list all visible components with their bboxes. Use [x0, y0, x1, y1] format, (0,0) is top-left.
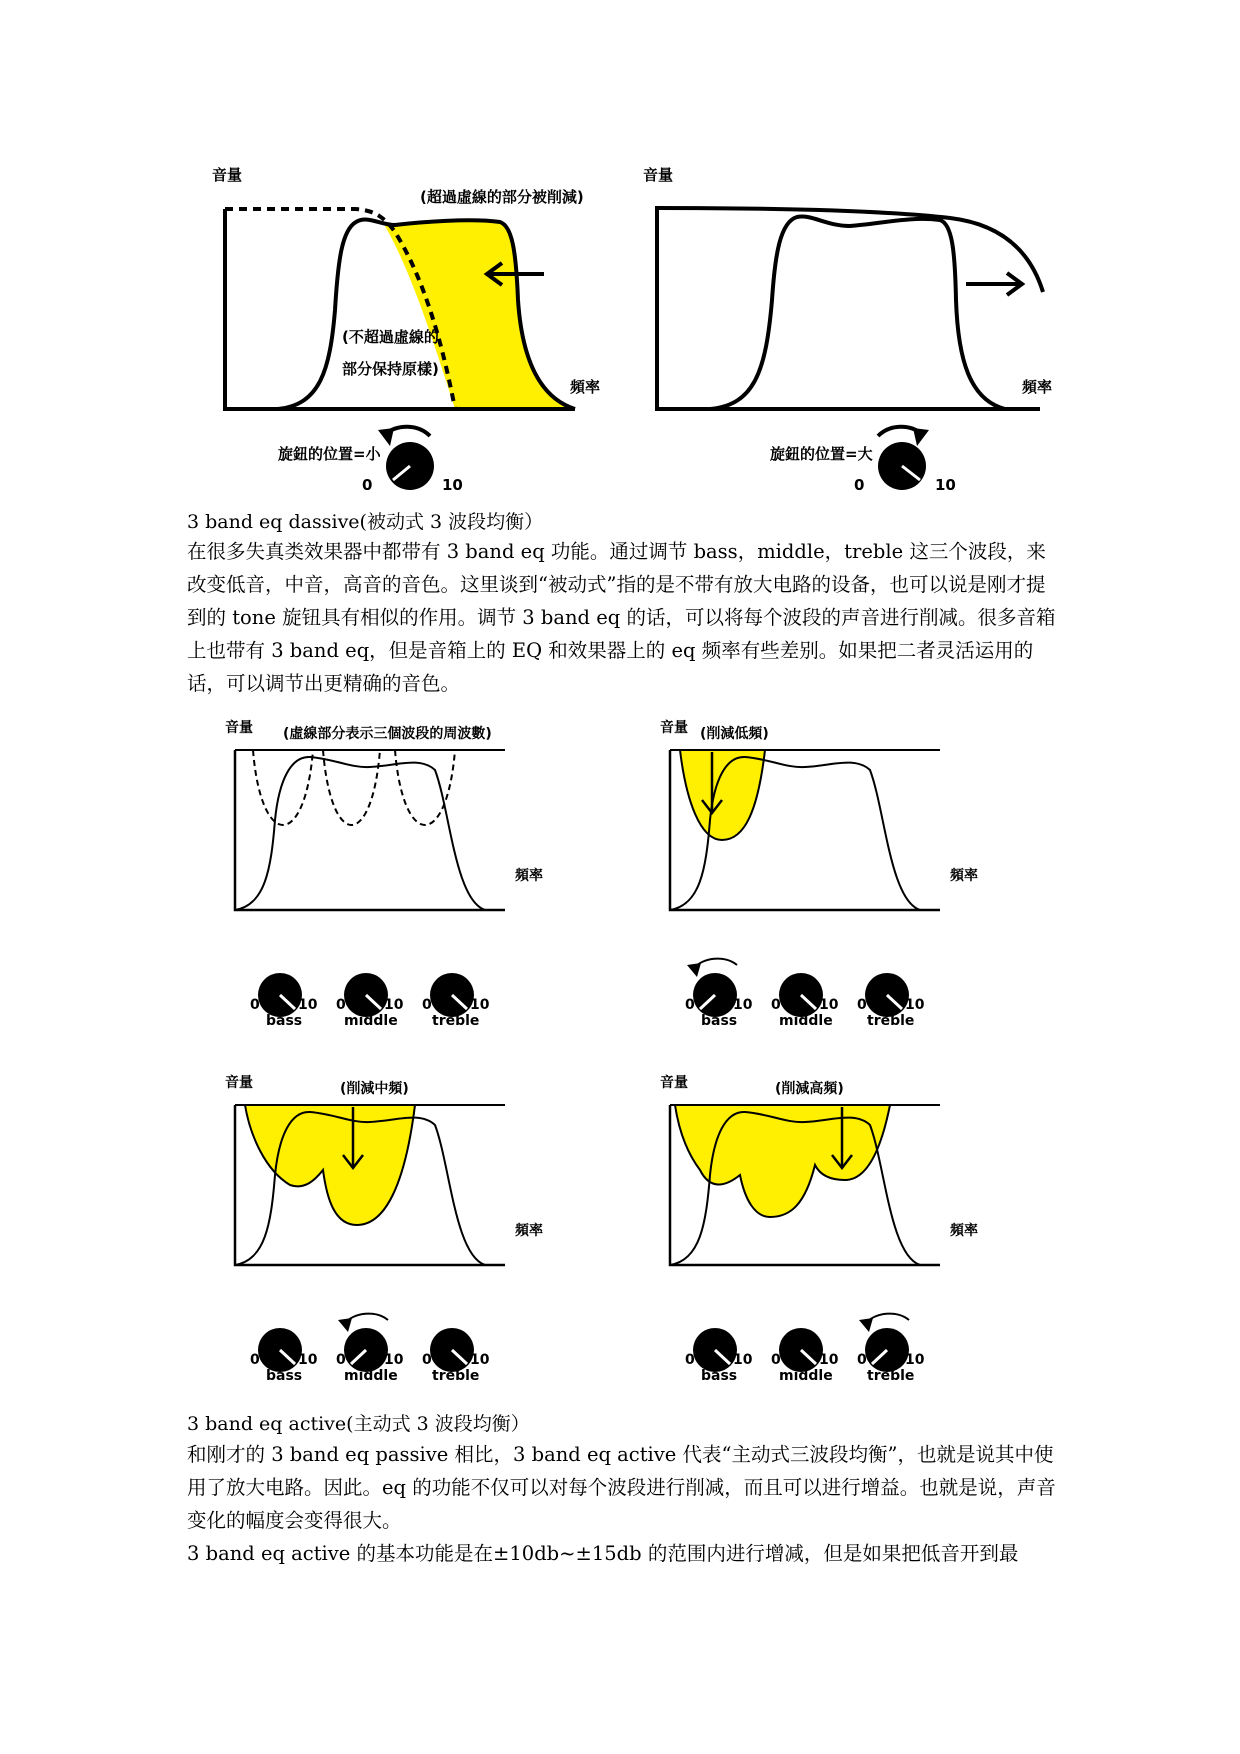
x-axis-label: 頻率 [1022, 378, 1053, 396]
knob-min-label: 0 [362, 476, 373, 494]
eq-panel-2 [660, 719, 978, 1029]
knob-middle [771, 973, 839, 1029]
passive-heading: 3 band eq dassive(被动式 3 波段均衡） [187, 511, 544, 533]
active-paragraph-1: 和刚才的 3 band eq passive 相比，3 band eq active 代表“主动式三波段均衡”，也就是说其中使用了放大电路。因此。eq 的功能不仅可以对每个波段进行削减，而且可以进行增益。也就是说，声音变化的幅度会变得很大。 [187, 1443, 1056, 1532]
cut-area [245, 1105, 415, 1225]
knob-middle [336, 973, 404, 1029]
knob-treble [422, 973, 490, 1029]
knob-min-label: 0 [857, 997, 867, 1013]
knob-max-label: 10 [733, 997, 753, 1013]
panel-note: (虛線部分表示三個波段的周波數) [283, 726, 492, 742]
cutoff-line [657, 208, 1043, 292]
eq-figure [0, 700, 1240, 1384]
knob-label: middle [344, 1013, 398, 1029]
knob-min-label: 0 [336, 1352, 346, 1368]
knob-max-label: 10 [298, 997, 318, 1013]
knob-caption: 旋鈕的位置=大 [770, 445, 873, 463]
knob-max-label: 10 [819, 997, 839, 1013]
eq-panel-4 [660, 1074, 978, 1384]
panel-note: (削減低頻) [700, 726, 769, 742]
knob-caption: 旋鈕的位置=小 [278, 445, 381, 463]
knob-middle [771, 1328, 839, 1384]
x-axis-label: 頻率 [515, 1223, 543, 1239]
knob-bass [685, 959, 753, 1029]
tone-small-panel [212, 166, 600, 494]
knob-bass [685, 1328, 753, 1384]
cut-note: (超過虛線的部分被削減) [420, 188, 584, 206]
knob-label: treble [867, 1368, 915, 1384]
keep-note-line2: 部分保持原樣) [342, 360, 439, 378]
knob-label: bass [701, 1013, 738, 1029]
knob-bass [250, 973, 318, 1029]
knob-label: bass [266, 1368, 303, 1384]
keep-note-line1: (不超過虛線的 [342, 328, 439, 346]
knob-max-label: 10 [733, 1352, 753, 1368]
x-axis-label: 頻率 [950, 868, 978, 884]
panel-note: (削減高頻) [775, 1081, 844, 1097]
passive-paragraph: 在很多失真类效果器中都带有 3 band eq 功能。通过调节 bass，middle，treble 这三个波段，来改变低音，中音，高音的音色。这里谈到“被动式”指的是不带有放大电路的设备，也可以说是刚才提到的 tone 旋钮具有相似的作用。调节 3 band eq 的话，可以将每个波段的声音进行削减。很多音箱上也带有 3 band eq，但是音箱上的 EQ 和效果器上的 eq 频率有些差别。如果把二者灵活运用的话，可以调节出更精确的音色。 [187, 540, 1056, 695]
x-axis-label: 頻率 [515, 868, 543, 884]
knob-label: treble [867, 1013, 915, 1029]
tone-large-panel [643, 166, 1052, 494]
band-curve-1 [253, 750, 313, 825]
knob-max-label: 10 [905, 1352, 925, 1368]
knob-max-label: 10 [819, 1352, 839, 1368]
active-paragraph-2: 3 band eq active 的基本功能是在±10db~±15db 的范围内进行增减，但是如果把低音开到最 [187, 1542, 1019, 1565]
knob-max-label: 10 [470, 997, 490, 1013]
knob-min-label: 0 [685, 1352, 695, 1368]
response-curve [235, 757, 485, 910]
knob-min-label: 0 [685, 997, 695, 1013]
knob-min-label: 0 [771, 997, 781, 1013]
active-heading: 3 band eq active(主动式 3 波段均衡） [187, 1413, 530, 1435]
knob-max-label: 10 [442, 476, 463, 494]
eq-panel-1 [225, 719, 543, 1029]
knob-min-label: 0 [336, 997, 346, 1013]
knob-min-label: 0 [250, 997, 260, 1013]
knob-max-label: 10 [470, 1352, 490, 1368]
knob-label: middle [779, 1368, 833, 1384]
knob-min-label: 0 [250, 1352, 260, 1368]
knob-bass [250, 1328, 318, 1384]
knob-label: bass [701, 1368, 738, 1384]
knob-max-label: 10 [905, 997, 925, 1013]
y-axis-label: 音量 [225, 1075, 253, 1091]
knob-min-label: 0 [422, 1352, 432, 1368]
cut-area [680, 750, 765, 840]
x-axis-label: 頻率 [950, 1223, 978, 1239]
y-axis-label: 音量 [660, 720, 688, 736]
knob-min-label: 0 [422, 997, 432, 1013]
knob-middle [336, 1314, 404, 1384]
y-axis-label: 音量 [225, 720, 253, 736]
y-axis-label: 音量 [212, 166, 243, 184]
eq-panel-3 [225, 1074, 543, 1384]
knob-max-label: 10 [935, 476, 956, 494]
knob-max-label: 10 [298, 1352, 318, 1368]
knob-min-label: 0 [771, 1352, 781, 1368]
knob-label: middle [344, 1368, 398, 1384]
knob-max-label: 10 [384, 1352, 404, 1368]
knob-label: treble [432, 1368, 480, 1384]
knob-label: middle [779, 1013, 833, 1029]
active-paragraphs [187, 1438, 1057, 1570]
knob-min-label: 0 [854, 476, 865, 494]
x-axis-label: 頻率 [570, 378, 601, 396]
knob-min-label: 0 [857, 1352, 867, 1368]
y-axis-label: 音量 [643, 166, 674, 184]
y-axis [657, 206, 1040, 409]
y-axis-label: 音量 [660, 1075, 688, 1091]
knob-treble [857, 1314, 925, 1384]
knob-treble [422, 1328, 490, 1384]
knob-label: bass [266, 1013, 303, 1029]
knob-treble [857, 973, 925, 1029]
knob-max-label: 10 [384, 997, 404, 1013]
knob-label: treble [432, 1013, 480, 1029]
response-curve [710, 217, 1005, 409]
cut-area [385, 220, 575, 409]
panel-note: (削減中頻) [340, 1081, 409, 1097]
tone-knob-figure [0, 0, 1240, 500]
